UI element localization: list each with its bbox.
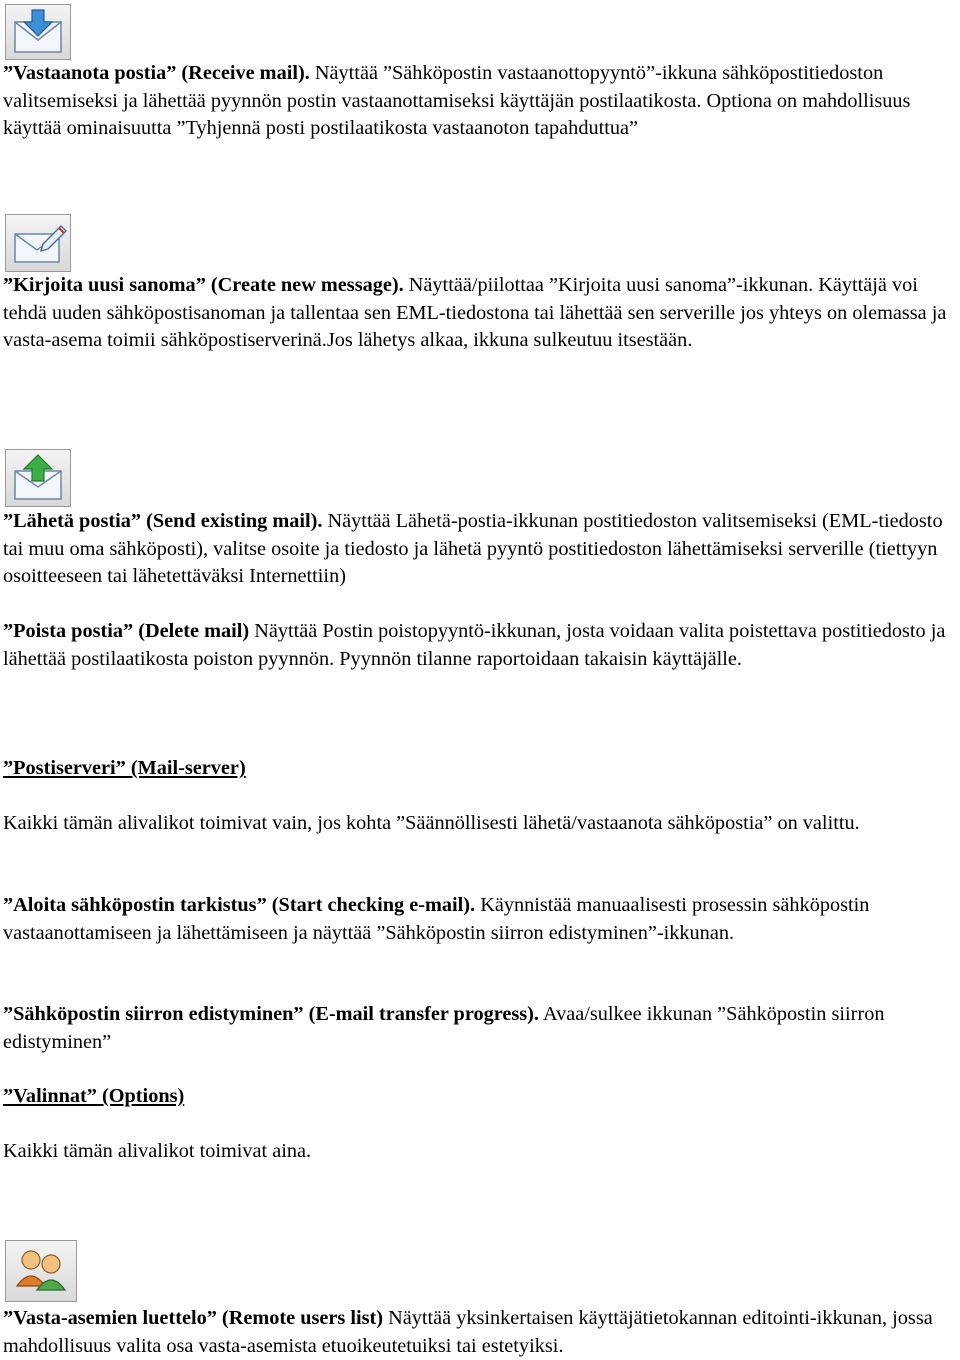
section-body: Kaikki tämän alivalikot toimivat aina.: [3, 1140, 312, 1162]
section-transfer-progress: [3, 1001, 958, 1056]
section-body: Näyttää ”Sähköpostin vastaanottopyyntö”-ikkuna sähköpostitiedoston valitsemiseksi ja lähettää pyynnön postin vastaanottamiseksi käyttäjän postilaatikosta. Optiona on mahdollisuus käyttää ominaisuutta ”Tyhjennä posti postilaatikosta vastaanoton tapahduttua”: [3, 62, 911, 139]
section-body: Kaikki tämän alivalikot toimivat vain, jos kohta ”Säännöllisesti lähetä/vastaanota sähköpostia” on valittu.: [3, 812, 860, 834]
section-body: Näyttää Postin poistopyyntö-ikkunan, josta voidaan valita poistettava postitiedosto ja lähettää postilaatikosta poiston pyynnön. Pyynnön tilanne raportoidaan takaisin käyttäjälle.: [3, 620, 946, 670]
section-title: ”Vastaanota postia” (Receive mail).: [3, 62, 310, 84]
section-title: ”Poista postia” (Delete mail): [3, 620, 250, 642]
section-body: Näyttää/piilottaa ”Kirjoita uusi sanoma”-ikkunan. Käyttäjä voi tehdä uuden sähköpostisanoman ja tallentaa sen EML-tiedostona tai lähettää sen serverille jos yhteys on olemassa ja vasta-asema toimii sähköpostiserverinä.Jos lähetys alkaa, ikkuna sulkeutuu itsestään.: [3, 274, 947, 351]
section-start-checking: [3, 892, 958, 947]
paragraph-options-note: [3, 1138, 958, 1166]
paragraph-mail-server-note: [3, 810, 958, 838]
new-message-icon: [5, 214, 71, 272]
heading-mail-server: [3, 755, 958, 783]
section-title: ”Kirjoita uusi sanoma” (Create new message).: [3, 274, 404, 296]
send-mail-icon: [5, 449, 71, 507]
section-body: Käynnistää manuaalisesti prosessin sähköpostin vastaanottamiseen ja lähettämiseen ja näyttää ”Sähköpostin siirron edistyminen”-ikkunan.: [3, 894, 870, 944]
section-delete-mail: [3, 618, 958, 673]
receive-mail-icon: [5, 4, 71, 60]
remote-users-icon: [5, 1240, 77, 1302]
section-heading: ”Postiserveri” (Mail-server): [3, 757, 246, 779]
section-heading: ”Valinnat” (Options): [3, 1085, 185, 1107]
section-title: ”Vasta-asemien luettelo” (Remote users list): [3, 1307, 384, 1329]
section-body: Näyttää Lähetä-postia-ikkunan postitiedoston valitsemiseksi (EML-tiedosto tai muu oma sähköposti), valitse osoite ja tiedosto ja lähetä pyyntö postitiedoston lähettämiseksi serverille (tiettyyn osoitteeseen tai lähetettäväksi Internettiin): [3, 510, 943, 587]
section-body: Näyttää yksinkertaisen käyttäjätietokannan editointi-ikkunan, jossa mahdollisuus valita osa vasta-asemista etuoikeutetuiksi tai estetyiksi.: [3, 1307, 933, 1357]
section-body: Avaa/sulkee ikkunan ”Sähköpostin siirron edistyminen”: [3, 1003, 885, 1053]
section-remote-users: [3, 1305, 958, 1360]
section-title: ”Sähköpostin siirron edistyminen” (E-mail transfer progress).: [3, 1003, 539, 1025]
section-receive-mail: [3, 60, 958, 143]
section-new-message: [3, 272, 958, 355]
section-title: ”Lähetä postia” (Send existing mail).: [3, 510, 323, 532]
heading-options: [3, 1083, 958, 1111]
section-send-mail: [3, 508, 958, 591]
section-title: ”Aloita sähköpostin tarkistus” (Start checking e-mail).: [3, 894, 476, 916]
